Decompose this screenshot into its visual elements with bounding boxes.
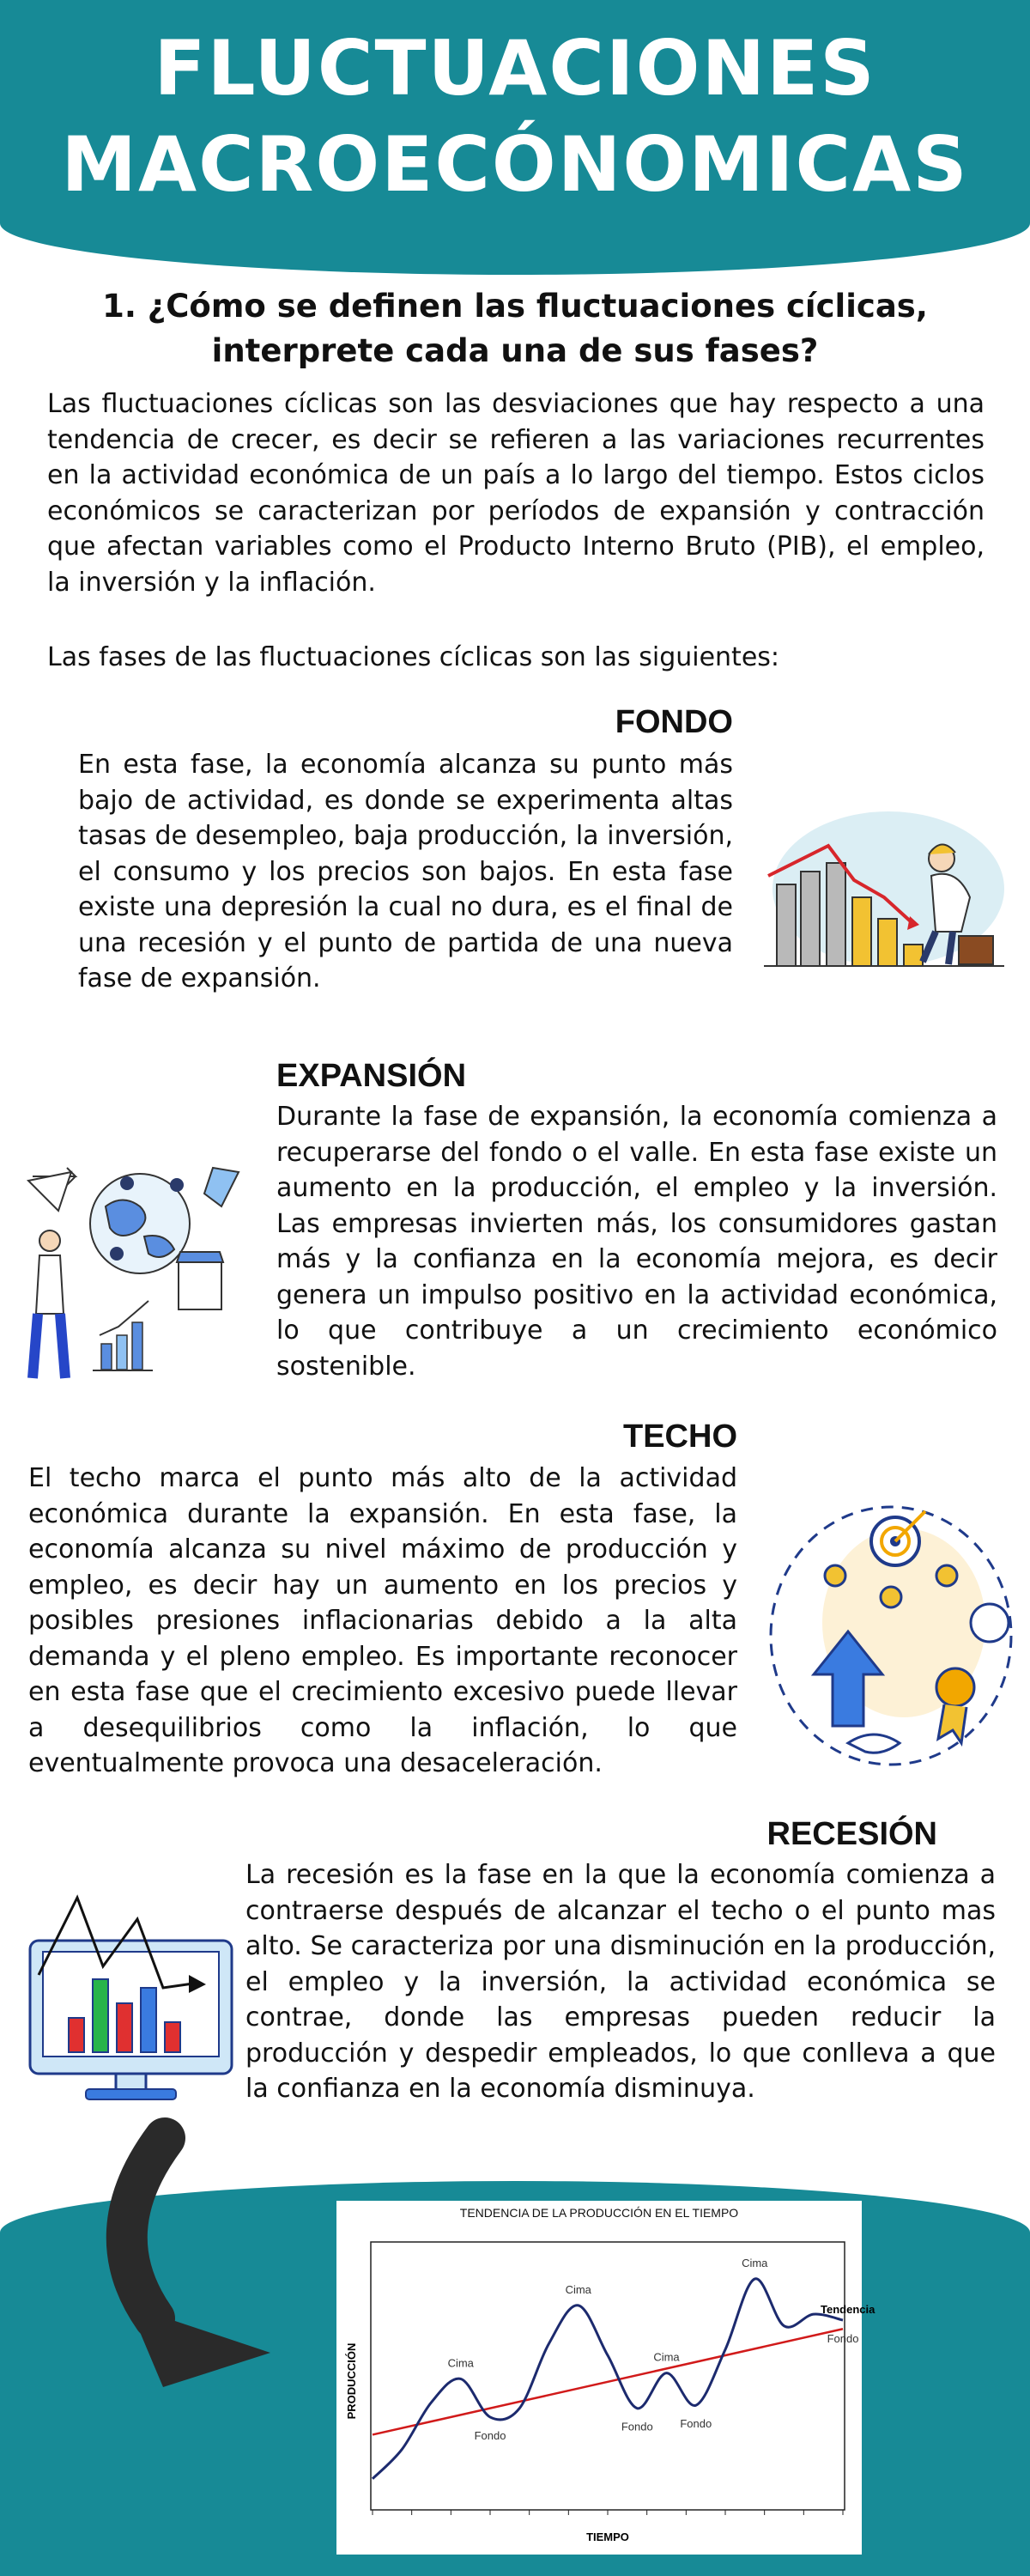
chart-annotation: Cima — [447, 2356, 474, 2370]
x-axis-label: TIEMPO — [586, 2530, 629, 2543]
production-trend-chart — [336, 2201, 876, 2555]
recesion-text: La recesión es la fase en la que la economía comienza a contraerse después de alcanzar el techo o el punto mas alto. Se caracteriza por una disminución en la producción, el empleo y la inversión, la actividad económica se contrae, donde las empresas pueden reducir la producción y despedir empleados, lo que conlleva a que la confianza en la economía disminuya. — [245, 1860, 996, 2104]
plot-frame — [371, 2242, 845, 2510]
curved-arrow-icon — [94, 2121, 292, 2396]
trend-label: Tendencia — [821, 2303, 876, 2317]
chart-annotation: Cima — [653, 2350, 680, 2364]
chart-annotation: Fondo — [474, 2428, 506, 2442]
falling-chart-illustration — [760, 803, 1009, 975]
peak-goal-illustration — [762, 1494, 1020, 1777]
techo-text: El techo marca el punto más alto de la actividad económica durante la expansión. En esta fase, la economía alcanza su nivel máximo de producción y empleo, es decir hay un aumento en los precios y posibles presiones inflacionarias debido a la alta demanda y el pleno empleo. Es importante reconocer en esta fase que el crecimiento excesivo puede llevar a desequilibrios como la inflación, lo que eventualmente provoca una desaceleración. — [28, 1463, 737, 1778]
trend-line — [373, 2329, 843, 2434]
chart-annotation: Fondo — [680, 2417, 712, 2431]
chart-annotation: Cima — [565, 2282, 591, 2296]
fondo-heading: FONDO — [615, 704, 733, 740]
chart-annotation: Fondo — [621, 2420, 653, 2433]
production-curve — [373, 2279, 843, 2479]
recesion-heading: RECESIÓN — [766, 1816, 937, 1852]
techo-heading: TECHO — [623, 1419, 737, 1455]
question-line1: 1. ¿Cómo se definen las fluctuaciones cíclicas, — [102, 288, 928, 325]
page-title-line2: MACROECÓNOMICAS — [61, 120, 969, 209]
expansion-text: Durante la fase de expansión, la economía comienza a recuperarse del fondo o el valle. En esta fase existe un aumento en la producción, el empleo y la inversión. Las empresas invierten más, los consumidores gastan más y la confianza en la economía mejora, es decir genera un impulso positivo en la actividad económica, lo que contribuye a un crecimiento económico sostenible. — [276, 1102, 997, 1382]
chart-annotation: Fondo — [827, 2331, 859, 2345]
global-growth-illustration — [24, 1159, 247, 1387]
chart-annotation: Cima — [742, 2257, 768, 2270]
question-line2: interprete cada una de sus fases? — [211, 332, 819, 369]
intro-paragraph: Las fluctuaciones cíclicas son las desviaciones que hay respecto a una tendencia de crecer, es decir se refieren a las variaciones recurrentes en la actividad económica de un país a lo largo del tiempo. Estos ciclos económicos se caracterizan por períodos de expansión y contracción que afectan variables como el Producto Interno Bruto (PIB), el empleo, la inversión y la inflación. — [47, 389, 985, 598]
chart-title: TENDENCIA DE LA PRODUCCIÓN EN EL TIEMPO — [459, 2206, 739, 2220]
chart-plot — [336, 2201, 876, 2555]
y-axis-label: PRODUCCIÓN — [345, 2342, 358, 2420]
expansion-heading: EXPANSIÓN — [276, 1058, 467, 1094]
fondo-text: En esta fase, la economía alcanza su punto más bajo de actividad, es donde se experimenta altas tasas de desempleo, baja producción, la inversión, el consumo y los precios son bajos. En esta fase existe una depresión la cual no dura, es el final de una recesión y el punto de partida de una nueva fase de expansión. — [78, 750, 733, 993]
monitor-chart-illustration — [26, 1893, 240, 2108]
page-title-line1: FLUCTUACIONES — [154, 24, 876, 112]
phases-intro: Las fases de las fluctuaciones cíclicas son las siguientes: — [47, 642, 780, 672]
